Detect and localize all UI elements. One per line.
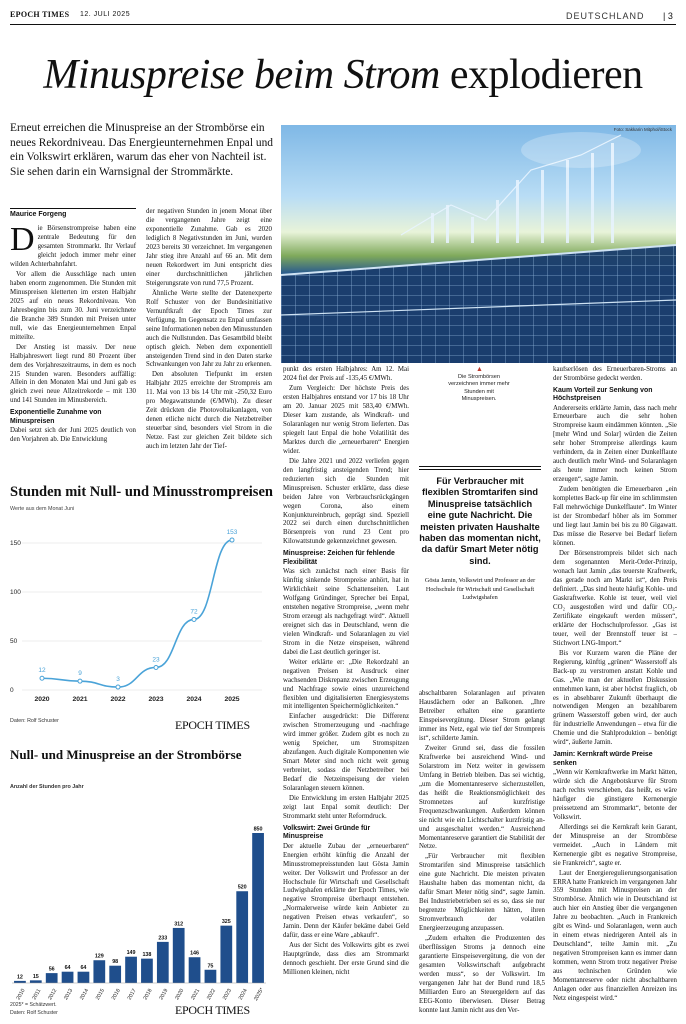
bar-value-label: 75 (207, 963, 214, 970)
bar-value-label: 149 (126, 950, 136, 957)
line-chart (0, 525, 272, 715)
x-tick-label: 2023 (148, 696, 164, 703)
bar-value-label: 146 (190, 950, 200, 957)
bar-value-label: 129 (94, 953, 104, 960)
bar (93, 960, 105, 983)
category-label: 2021 (190, 987, 202, 1002)
paragraph: der negativen Stunden in jenem Monat über die vergangenen Jahre zeigt eine exponentielle Zunahme. Gab es 2020 lediglich 8 Negativstunden im Juni, wurden 2023 bereits 30 verzeichnet. Im vergangenen Jahr stieg ihre Anzahl auf 66 an. Mit dem neuen Rekordwert im Juni entspricht dies einer durchschnittlichen jährlichen Steigerungsrate von rund 77,5 Prozent. (146, 208, 272, 287)
data-point (40, 676, 44, 680)
category-label: 2016 (110, 987, 122, 1002)
category-label: 2018 (142, 987, 154, 1002)
paragraph: punkt des ersten Halbjahres: Am 12. Mai 2024 fiel der Preis auf -135,45 €/MWh. (283, 366, 409, 382)
bar (109, 966, 121, 983)
chart-2-logo: EPOCH TIMES (175, 1003, 250, 1017)
data-label: 3 (116, 676, 120, 684)
bar (125, 957, 137, 983)
paragraph: Weiter erklärte er: „Die Rekordzahl an negativen Preisen ist Ausdruck einer wachsenden Diskrepanz zwischen Erzeugung und Nachfrage sowie eines unzureichend flexiblen und digitalisierten Energiesystems mit intelligenten Speichermöglichkeiten.“ (283, 658, 409, 711)
chart-2-note: 2025* = Schätzwert. (10, 1002, 57, 1008)
lead-paragraph: Erneut erreichen die Minuspreise an der Strombörse ein neues Rekordniveau. Das Energieunternehmen Enpal und ein Volkswirt erklären, warum das eher von Nachteil ist. Sie sehen darin ein Warnsignal der Strommärkte. (10, 122, 273, 178)
paragraph: abschaltbaren Solaranlagen auf privaten Hausdächern oder an Balkonen. „Ihre Betreiber erhalten eine garantierte Einspeisevergütung. Dieser Strom gelangt immer ins Netz, egal wie tief der Strompreis ist“, schilderte Jamin. (419, 690, 545, 742)
bar (205, 970, 217, 983)
chart-2-subtitle: Anzahl der Stunden pro Jahr (10, 784, 84, 790)
bar (157, 942, 169, 983)
chart-2-source: Daten: Rolf Schuster (10, 1010, 58, 1016)
category-label: 2022 (206, 987, 218, 1002)
bar (173, 928, 185, 983)
data-point (116, 685, 120, 689)
article-column-2 (146, 208, 272, 453)
category-label: 2013 (63, 987, 75, 1002)
article-column-3 (283, 366, 409, 1021)
series-line (42, 540, 232, 687)
category-label: 2023 (221, 987, 233, 1002)
headline (0, 50, 686, 100)
headline-regular: explodieren (449, 52, 643, 98)
category-label: 2019 (158, 987, 170, 1002)
data-point (78, 679, 82, 683)
bar-value-label: 325 (221, 919, 231, 926)
bar (189, 957, 201, 983)
author-rule (10, 208, 136, 209)
bar-value-label: 233 (158, 935, 168, 942)
bar-value-label: 312 (174, 921, 184, 928)
article-column-4 (419, 690, 545, 1020)
data-label: 72 (190, 608, 198, 616)
data-label: 12 (38, 667, 46, 675)
paragraph: Laut der Energieregulierungsorganisation ERRA hatte Frankreich im vergangenen Jahr 359 Stunden mit Minuspreisen an der Strombörse. Ähnlich wie in Deutschland ist auch hier ein Anstieg über die vergangenen Jahre zu beobachten. „Auch in Frankreich gibt es Wind- und Solaranlagen, wenn auch in einem etwas niedrigeren Anteil als in Deutschland“, teilte Jamin mit. „Zu negativen Strompreisen kann es immer dann kommen, wenn Strom trotz negativer Preise aus technischen Gründen wie Momentanreserve oder nicht abschaltbaren Anlagen oder aus finanziellen Anreizen ins Netz eingespeist wird.“ (553, 869, 677, 1003)
paragraph: Aus der Sicht des Volkswirts gibt es zwei Hauptgründe, dass dies am Strommarkt dennoch geschieht. Der erste Grund sind die Millionen kleinen, nicht (283, 942, 409, 977)
quote-attribution: Gösta Jamin, Volkswirt und Professor an der Hochschule für Wirtschaft und Gesellschaft Ludwigshafen (424, 577, 536, 601)
category-label: 2017 (126, 987, 138, 1002)
category-label: 2012 (47, 987, 59, 1002)
issue-date: 12. JULI 2025 (80, 11, 131, 18)
category-label: 2011 (31, 988, 43, 1001)
quote-rule-top (419, 466, 541, 467)
category-label: 2024 (237, 987, 249, 1002)
x-tick-label: 2024 (186, 696, 202, 703)
bar (252, 833, 264, 983)
subheading: Exponentielle Zunahme von Minuspreisen (10, 409, 102, 425)
author-byline: Maurice Forgeng (10, 211, 67, 218)
paragraph: ie Börsenstrompreise haben eine zentrale Bedeutung für den gesamten Strommarkt. Ihr Verlauf gleicht jedoch immer mehr einer wilden Achterbahnfahrt. (10, 225, 136, 268)
solar-panel-illustration (281, 125, 676, 363)
photo-caption: Die Strombörsen verzeichnen immer mehr Stunden mit Minuspreisen. (448, 374, 510, 402)
data-label: 153 (226, 529, 238, 537)
data-point (192, 617, 196, 621)
paragraph: Was sich zunächst nach einer Basis für künftig sinkende Strompreise anhört, hat in Wirklichkeit seine Schattenseiten. Laut Wolfgang Gründinger, Sprecher bei Enpal, entstehen negative Strompreise, „wenn mehr Strom erzeugt als nachgefragt wird“. Aktuell ereignet sich das in Deutschland, wenn die vielen Windkraft- und Solaranlagen zu viel Strom in die Netze einspeisen, während dabei die Last deutlich geringer ist. (283, 567, 409, 656)
paragraph: Vor allem die Ausschläge nach unten haben enorm zugenommen. Die Stunden mit Minuspreisen kletterten im ersten Halbjahr 2025 auf ein neues Rekordniveau. Von Jahresbeginn bis zum 30. Juni verzeichnete die Branche 389 Stunden mit Preisen unter null, wie das Energieunternehmen Enpal mitteilte. (10, 270, 136, 341)
paragraph: Den absoluten Tiefpunkt im ersten Halbjahr 2025 erreichte der Strompreis am 11. Mai von 13 bis 14 Uhr mit -250,32 Euro pro Megawattstunde (€/MWh). Zu dieser Zeit drückten die Photovoltaikanlagen, von denen etliche nicht durch die Netzbetreiber steuerbar sind, besonders viel Strom in die Netze. Fast zur gleichen Zeit bildete sich auch im letzten Jahr der Tief- (146, 371, 272, 451)
paragraph: Bis vor Kurzem waren die Pläne der Regierung, künftig „grünen“ Wasserstoff als Back-up zu verstromen anstatt Kohle und Gas. „Wie man der aktuellen Diskussion entnehmen kann, ist aber höchst fraglich, ob es in absehbarer Zukunft überhaupt die notwendigen Mengen an bezahlbarem grünem Wasserstoff geben wird, der auch für industrielle Anwendungen – etwa für die Chemie und die Stahlproduktion – benötigt wird“, äußerte Jamin. (553, 649, 677, 747)
bar-value-label: 64 (80, 965, 87, 972)
subheading: Jamin: Kernkraft würde Preise senken (553, 751, 653, 767)
paragraph: Der Börsenstrompreis bildet sich nach dem sogenannten Merit-Order-Prinzip, wonach laut Jamin „das teuerste Kraftwerk, das gerade noch am Markt ist“, den Preis definiert. „Das sind heute häufig Kohle- und Gaskraftwerke. Kohle ist teuer, weil viel CO₂ ausgestoßen wird und dafür CO₂-Zertifikate eingekauft werden müssen“, erklärte der Hochschulprofessor. „Gas ist teuer, weil der Brennstoff teuer ist – Stichwort LNG-Import.“ (553, 550, 677, 647)
chart-1-logo: EPOCH TIMES (175, 718, 250, 732)
headline-italic: Minuspreise beim Strom (43, 52, 440, 98)
category-label: 2015 (94, 987, 106, 1002)
paragraph: kaufserlösen des Erneuerbaren-Stroms an der Strombörse gedeckt werden. (553, 366, 677, 382)
y-tick-label: 150 (10, 540, 21, 547)
subheading: Minuspreise: Zeichen für fehlende Flexibilität (283, 550, 395, 566)
x-tick-label: 2022 (110, 696, 126, 703)
paragraph: Allerdings sei die Kernkraft kein Garant, der Minuspreise an der Strombörse vermeidet. „Auch in Ländern mit Kernenergie gibt es negative Strompreise, sie Frankreich“, sagte er. (553, 823, 677, 867)
solar-panel-photo (281, 125, 676, 363)
bar-value-label: 520 (237, 884, 247, 891)
bar (62, 972, 74, 983)
bar (220, 926, 232, 983)
category-label: 2025* (253, 986, 266, 1003)
photo-credit: Foto: Sakkarin Mitphol/iStock (613, 127, 672, 132)
bar-value-label: 138 (142, 952, 152, 959)
paragraph: Zweiter Grund sei, dass die fossilen Kraftwerke bei ausreichend Wind- und Solarstrom im Netz weiter in gewissem Umfang in Betrieb bleiben. Das sei wichtig, „um die Momentanreserve sicherzustellen, das heißt die Reaktionsmöglichkeit des Stromnetzes auf kurzfristige Frequenzschwankungen. Außerdem können sie nicht wie ein Lichtschalter kurzfristig an- und ausgeschaltet werden.“ Ausreichend Momentanreserve garantiert die Stabilität der Netze. (419, 744, 545, 851)
quote-rule-top-2 (419, 469, 541, 470)
bar (14, 981, 26, 983)
y-tick-label: 0 (10, 687, 14, 694)
drop-cap: D (10, 221, 35, 258)
article-column-5 (553, 366, 677, 1021)
data-label: 9 (78, 670, 82, 678)
paragraph: Ähnliche Werte stellte der Datenexperte Rolf Schuster von der Bundesinitiative Vernunftkraft der Epoch Times zur Verfügung. Im Gegensatz zu Enpal umfassen seine Informationen neben den Minusstunden auch die Nullstunden. Das Gesamtbild bleibt optisch gleich. Neben dem exponentiell ansteigenden Trend sind in den Daten starke Schwankungen von Jahr zu Jahr zu erkennen. (146, 289, 272, 369)
quote-text: Für Verbraucher mit flexiblen Stromtarifen sind Minuspreise tatsächlich eine gute Nachricht. Die meisten privaten Haushalte haben das momentan nicht, da dafür Smart Meter nötig sind. (419, 476, 541, 566)
paragraph: Zudem benötigten die Erneuerbaren „ein komplettes Back-up für eine im schlimmsten Fall mehrwöchige Dunkelflaute“. Im Winter ist der Strombedarf höher als im Sommer und liegt laut Jamin bei bis zu 80 Gigawatt. Das müsse die Reserve bei Bedarf liefern können. (553, 486, 677, 548)
paragraph: Dabei setzt sich der Juni 2025 deutlich von den Vorjahren ab. Die Entwicklung (10, 426, 136, 443)
paragraph: „Für Verbraucher mit flexiblen Stromtarifen sind Minuspreise tatsächlich eine gute Nachricht. Die meisten privaten Haushalte haben das momentan nicht, da dafür Smart Meter nötig sind“, sagte Jamin. Bei Industriebetrieben sei es so, dass sie nur begrenzte Möglichkeiten hätten, ihren Stromverbrauch der volatilen Energieerzeugung anzupassen. (419, 853, 545, 933)
article-column-1 (10, 221, 136, 446)
y-tick-label: 50 (10, 638, 18, 645)
paragraph: Einfacher ausgedrückt: Die Differenz zwischen Stromerzeugung und -nachfrage wird immer größer. Zudem gibt es noch zu wenig Speicher, um Stromspitzen abzufangen. Auch digitale Komponenten wie Smart Meter sind noch nicht weit genug verbreitet, sodass die Netzbetreiber bei Bedarf die Netzeinspeisung der vielen Solaranlagen steuern können. (283, 713, 409, 793)
bar (236, 891, 248, 983)
pull-quote (419, 466, 541, 602)
chart-1-title: Stunden mit Null- und Minusstrompreisen (10, 484, 273, 500)
paragraph: Zum Vergleich: Der höchste Preis des ersten Halbjahres entstand vor 17 bis 18 Uhr am 20. Januar 2025 mit 583,40 €/MWh. Dieser kam zustande, als Windkraft- und Solaranlagen nur wenig Strom lieferten. Das spiegelt laut Enpal die hohe Volatilität des Marktes durch die „erneuerbaren“ Energien wider. (283, 384, 409, 455)
bar (141, 959, 153, 983)
paragraph: Die Jahre 2021 und 2022 verliefen gegen den langfristig ansteigenden Trend; hier reduzierten sich die Stunden mit Minuspreisen. Schuster erklärte, dass diese beiden Jahre von Verbrauchsrückgängen wegen Corona, also einem Konjunktureinbruch, geprägt sind. Speziell 2022 sei durch einen durchschnittlichen Börsenpreis von rund 23 Cent pro Kilowattstunde gekennzeichnet gewesen. (283, 457, 409, 546)
x-tick-label: 2020 (34, 696, 50, 703)
caption-marker-icon: ▲ (476, 365, 483, 373)
data-point (154, 665, 158, 669)
bar (30, 980, 42, 983)
y-tick-label: 100 (10, 589, 21, 596)
bar-chart (0, 800, 272, 1018)
chart-1-subtitle: Werte aus dem Monat Juni (10, 506, 75, 512)
page-number: | 3 (663, 11, 673, 21)
x-tick-label: 2025 (224, 696, 240, 703)
bar (46, 973, 58, 983)
bar-value-label: 12 (16, 974, 23, 981)
header-rule (10, 24, 676, 25)
bar-value-label: 850 (253, 826, 263, 833)
paragraph: „Wenn wir Kernkraftwerke im Markt hätten, würde sich die Angebotskurve für Strom nach rechts verschieben, das heißt, es wäre häufiger die günstigere Kernenergie preissetzend am Strommarkt“, betonte der Volkswirt. (553, 768, 677, 821)
category-label: 2014 (79, 987, 91, 1002)
paragraph: „Zudem erhalten die Produzenten des überflüssigen Stroms ja dennoch eine garantierte Einspeisevergütung, die von der gesamten Volkswirtschaft aufgebracht werden muss“, so der Volkswirt. Im vergangenen Jahr hat der Bund rund 18,5 Milliarden Euro an Steuergeldern auf das EEG-Konto überwiesen. Dieser Betrag konnte laut Jamin nicht aus den Ver- (419, 935, 545, 1014)
data-point (230, 538, 234, 542)
subheading: Volkswirt: Zwei Gründe für Minuspreise (283, 825, 371, 841)
bar-value-label: 98 (112, 959, 119, 966)
data-label: 23 (152, 656, 160, 664)
bar-value-label: 15 (32, 973, 39, 980)
bar (78, 972, 90, 983)
masthead: EPOCH TIMES (10, 10, 70, 19)
paragraph: Der Anstieg ist massiv. Der neue Halbjahreswert liegt rund 80 Prozent über dem des Vorjahreszeitraums, in dem es noch 215 Stunden waren. Besonders auffällig: Allein in den Monaten Mai und Juni gab es gleich zwei neue Allzeitrekorde – mit 130 und 141 Stunden im Minusbereich. (10, 343, 136, 405)
chart-1-source: Daten: Rolf Schuster (10, 718, 59, 724)
bar-value-label: 64 (64, 965, 71, 972)
category-label: 2010 (15, 987, 27, 1002)
paragraph: Andererseits erklärte Jamin, dass nach mehr Erneuerbare auch die sehr hohen Strompreise kaum eindämmen könnten. „Sie [mehr Wind und Solar] würden die Zeiten sehr hoher Strompreise allerdings kaum verhindern, da in Zeiten einer Dunkelflaute auch deutlich mehr Wind- und Solaranlagen als heute immer noch keinen Strom erzeugen“, sagte Jamin. (553, 404, 677, 484)
paragraph: Der aktuelle Zubau der „erneuerbaren“ Energien erhöht künftig die Anzahl der Minusstromepreisstunden laut Gösta Jamin weiter. Der Volkswirt und Professor an der Hochschule für Wirtschaft und Gesellschaft Ludwigshafen erklärte der Epoch Times, wie negative Strompreise überhaupt entstehen. „Normalerweise würde kein Anbieter zu negativen Preisen etwas verkaufen“, so Jamin. Denn der Käufer bekäme dabei Geld dafür, dass er eine Ware „abkauft“. (283, 842, 409, 940)
subheading: Kaum Vorteil zur Senkung von Höchstpreisen (553, 386, 653, 403)
paragraph: Die Entwicklung im ersten Halbjahr 2025 zeigt laut Enpal somit deutlich: Der Strommarkt steht unter Reformdruck. (283, 795, 409, 821)
section-name: DEUTSCHLAND (566, 11, 645, 21)
category-label: 2020 (174, 987, 186, 1002)
x-tick-label: 2021 (72, 696, 88, 703)
chart-2-title: Null- und Minuspreise an der Strombörse (10, 747, 242, 762)
bar-value-label: 56 (48, 966, 55, 973)
